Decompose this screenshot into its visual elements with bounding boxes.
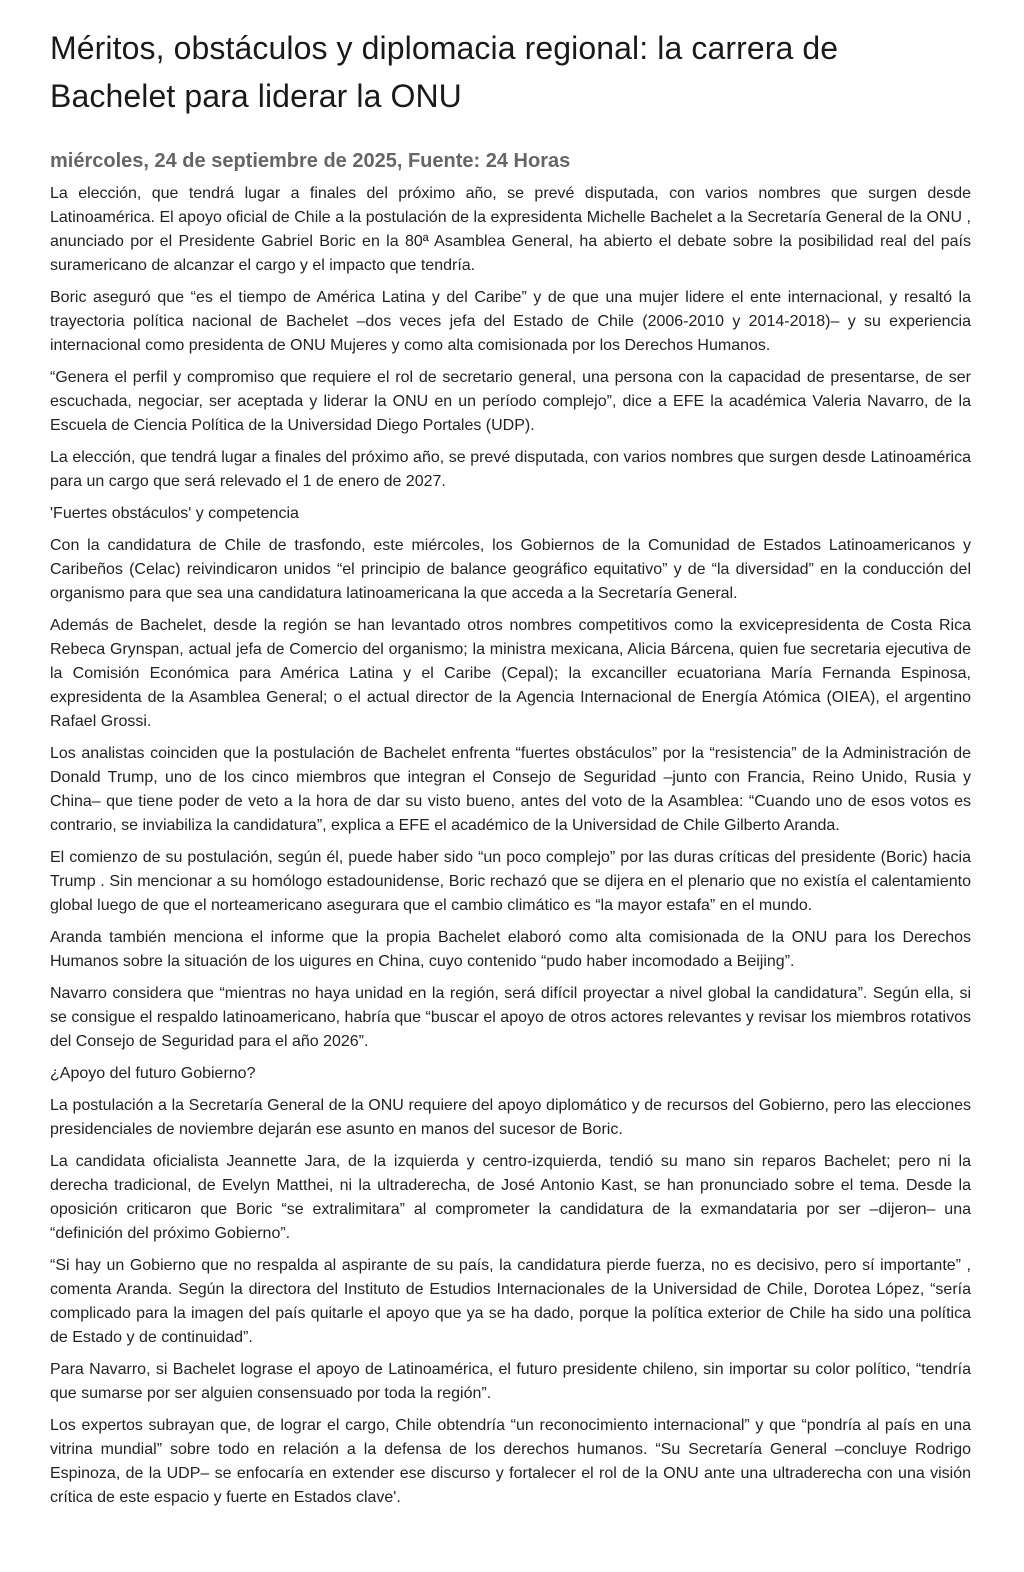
paragraph: El comienzo de su postulación, según él, puede haber sido “un poco complejo” por las duras críticas del presidente (Boric) hacia Trump . Sin mencionar a su homólogo estadounidense, Boric rechazó que se dijera en el plenario que no existía el calentamiento global luego de que el norteamericano asegurara que el cambio climático es “la mayor estafa” en el mundo. — [50, 849, 971, 914]
paragraph: Con la candidatura de Chile de trasfondo, este miércoles, los Gobiernos de la Comunidad de Estados Latinoamericanos y Caribeños (Celac) reivindicaron unidos “el principio de balance geográfico equitativo” y de “la diversidad” en la conducción del organismo para que sea una candidatura latinoamericana la que acceda a la Secretaría General. — [50, 537, 971, 602]
paragraph: Navarro considera que “mientras no haya unidad en la región, será difícil proyectar a nivel global la candidatura”. Según ella, si se consigue el respaldo latinoamericano, habría que “buscar el apoyo de otros actores relevantes y revisar los miembros rotativos del Consejo de Seguridad para el año 2026”. — [50, 985, 971, 1050]
paragraph: Para Navarro, si Bachelet lograse el apoyo de Latinoamérica, el futuro presidente chileno, sin importar su color político, “tendría que sumarse por ser alguien consensuado por toda la región”. — [50, 1361, 971, 1402]
paragraph: La elección, que tendrá lugar a finales del próximo año, se prevé disputada, con varios nombres que surgen desde Latinoamérica para un cargo que será relevado el 1 de enero de 2027. — [50, 449, 971, 490]
paragraph: Los expertos subrayan que, de lograr el cargo, Chile obtendría “un reconocimiento internacional” y que “pondría al país en una vitrina mundial” sobre todo en relación a la defensa de los derechos humanos. “Su Secretaría General –concluye Rodrigo Espinoza, de la UDP– se enfocaría en extender ese discurso y fortalecer el rol de la ONU ante una ultraderecha con una visión crítica de este espacio y fuerte en Estados clave'. — [50, 1417, 971, 1506]
section-subheading: ¿Apoyo del futuro Gobierno? — [50, 1065, 256, 1082]
paragraph: Los analistas coinciden que la postulación de Bachelet enfrenta “fuertes obstáculos” por la “resistencia” de la Administración de Donald Trump, uno de los cinco miembros que integran el Consejo de Seguridad –junto con Francia, Reino Unido, Rusia y China– que tiene poder de veto a la hora de dar su visto bueno, antes del voto de la Asamblea: “Cuando uno de esos votos es contrario, se inviabiliza la candidatura”, explica a EFE el académico de la Universidad de Chile Gilberto Aranda. — [50, 745, 971, 834]
section-subheading: 'Fuertes obstáculos' y competencia — [50, 505, 299, 522]
paragraph: La candidata oficialista Jeannette Jara, de la izquierda y centro-izquierda, tendió su mano sin reparos Bachelet; pero ni la derecha tradicional, de Evelyn Matthei, ni la ultraderecha, de José Antonio Kast, se han pronunciado sobre el tema. Desde la oposición criticaron que Boric “se extralimitara” al comprometer la candidatura de la exmandataria por ser –dijeron– una “definición del próximo Gobierno”. — [50, 1153, 971, 1242]
article-body — [50, 182, 971, 1510]
paragraph: “Si hay un Gobierno que no respalda al aspirante de su país, la candidatura pierde fuerza, no es decisivo, pero sí importante” , comenta Aranda. Según la directora del Instituto de Estudios Internacionales de la Universidad de Chile, Dorotea López, “sería complicado para la imagen del país quitarle el apoyo que ya se ha dado, porque la política exterior de Chile ha sido una política de Estado y de continuidad”. — [50, 1257, 971, 1346]
paragraph: La elección, que tendrá lugar a finales del próximo año, se prevé disputada, con varios nombres que surgen desde Latinoamérica. El apoyo oficial de Chile a la postulación de la expresidenta Michelle Bachelet a la Secretaría General de la ONU , anunciado por el Presidente Gabriel Boric en la 80ª Asamblea General, ha abierto el debate sobre la posibilidad real del país suramericano de alcanzar el cargo y el impacto que tendría. — [50, 185, 971, 274]
article-title: Méritos, obstáculos y diplomacia regional: la carrera de Bachelet para liderar la ONU — [50, 30, 839, 114]
article — [50, 0, 971, 1510]
article-dateline: miércoles, 24 de septiembre de 2025, Fuente: 24 Horas — [50, 150, 571, 172]
paragraph: Aranda también menciona el informe que la propia Bachelet elaboró como alta comisionada de la ONU para los Derechos Humanos sobre la situación de los uigures en China, cuyo contenido “pudo haber incomodado a Beijing”. — [50, 929, 971, 970]
paragraph: “Genera el perfil y compromiso que requiere el rol de secretario general, una persona con la capacidad de presentarse, de ser escuchada, negociar, ser aceptada y liderar la ONU en un período complejo”, dice a EFE la académica Valeria Navarro, de la Escuela de Ciencia Política de la Universidad Diego Portales (UDP). — [50, 369, 971, 434]
paragraph: La postulación a la Secretaría General de la ONU requiere del apoyo diplomático y de recursos del Gobierno, pero las elecciones presidenciales de noviembre dejarán ese asunto en manos del sucesor de Boric. — [50, 1097, 971, 1138]
paragraph: Además de Bachelet, desde la región se han levantado otros nombres competitivos como la exvicepresidenta de Costa Rica Rebeca Grynspan, actual jefa de Comercio del organismo; la ministra mexicana, Alicia Bárcena, quien fue secretaria ejecutiva de la Comisión Económica para América Latina y el Caribe (Cepal); la excanciller ecuatoriana María Fernanda Espinosa, expresidenta de la Asamblea General; o el actual director de la Agencia Internacional de Energía Atómica (OIEA), el argentino Rafael Grossi. — [50, 617, 971, 730]
paragraph: Boric aseguró que “es el tiempo de América Latina y del Caribe” y de que una mujer lidere el ente internacional, y resaltó la trayectoria política nacional de Bachelet –dos veces jefa del Estado de Chile (2006-2010 y 2014-2018)– y su experiencia internacional como presidenta de ONU Mujeres y como alta comisionada por los Derechos Humanos. — [50, 289, 971, 354]
